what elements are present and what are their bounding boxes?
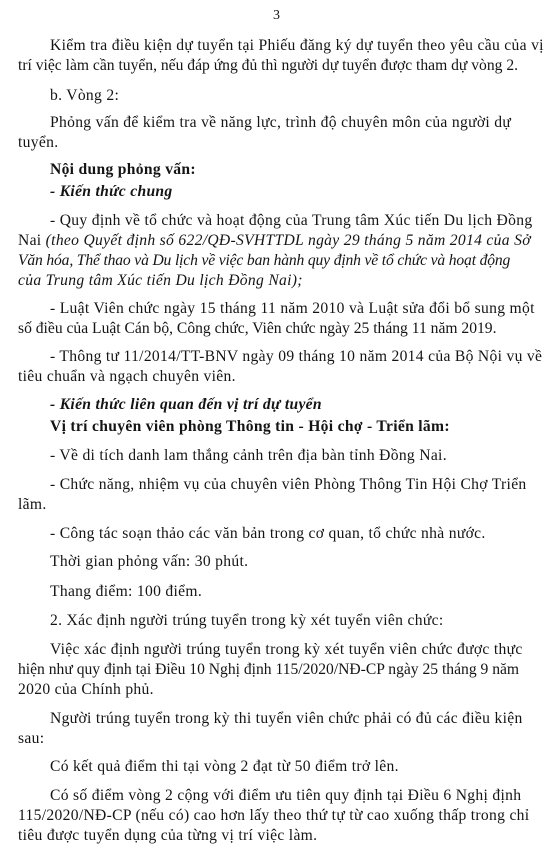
paragraph-line (18, 231, 531, 251)
paragraph-line: 115/2020/NĐ-CP (nếu có) cao hơn lấy theo thứ tự từ cao xuống thấp trong chỉ (18, 807, 530, 824)
list-item-continuation: lãm. (18, 495, 47, 513)
paragraph-line: Việc xác định người trúng tuyển trong kỳ xét tuyển viên chức được thực (50, 641, 523, 658)
italic-line: của Trung tâm Xúc tiến Du lịch Đồng Nai); (18, 271, 303, 289)
paragraph-line: 2020 của Chính phủ. (18, 681, 154, 698)
paragraph-line: - Quy định về tổ chức và hoạt động của Trung tâm Xúc tiến Du lịch Đồng (50, 211, 533, 229)
text-span: Nai (18, 231, 42, 249)
paragraph-line: sau: (18, 729, 45, 747)
section-heading: b. Vòng 2: (50, 86, 120, 104)
italic-note: (theo Quyết định số 622/QĐ-SVHTTDL ngày 29 tháng 5 năm 2014 của Sở (45, 231, 531, 249)
paragraph-line: Phỏng vấn để kiểm tra về năng lực, trình độ chuyên môn của người dự (50, 113, 512, 131)
section-heading: 2. Xác định người trúng tuyển trong kỳ xét tuyển viên chức: (50, 612, 444, 630)
paragraph-line: số điều của Luật Cán bộ, Công chức, Viên chức ngày 25 tháng 11 năm 2019. (18, 320, 497, 338)
list-item: - Chức năng, nhiệm vụ của chuyên viên Phòng Thông Tin Hội Chợ Triển (50, 475, 527, 493)
paragraph-line: Kiểm tra điều kiện dự tuyển tại Phiếu đăng ký dự tuyển theo yêu cầu của vị (50, 37, 544, 54)
paragraph-line: Có kết quả điểm thi tại vòng 2 đạt từ 50 điểm trở lên. (50, 758, 399, 776)
score-scale: Thang điểm: 100 điểm. (50, 582, 203, 600)
position-title: Vị trí chuyên viên phòng Thông tin - Hội chợ - Triển lãm: (50, 417, 450, 435)
paragraph-line: trí việc làm cần tuyển, nếu đáp ứng đủ thì người dự tuyển được tham dự vòng 2. (18, 57, 519, 74)
page-number: 3 (273, 8, 281, 23)
interview-duration: Thời gian phỏng vấn: 30 phút. (50, 553, 249, 571)
paragraph-line: tiêu chuẩn và ngạch chuyên viên. (18, 368, 236, 386)
paragraph-line: Có số điểm vòng 2 cộng với điểm ưu tiên quy định tại Điều 6 Nghị định (50, 787, 522, 804)
paragraph-line: Người trúng tuyển trong kỳ thi tuyển viên chức phải có đủ các điều kiện (50, 709, 523, 727)
interview-content-heading: Nội dung phỏng vấn: (50, 161, 196, 179)
position-knowledge-heading: - Kiến thức liên quan đến vị trí dự tuyển (50, 395, 322, 413)
paragraph-line: hiện như quy định tại Điều 10 Nghị định 115/2020/NĐ-CP ngày 25 tháng 9 năm (18, 661, 520, 678)
list-item: - Về di tích danh lam thắng cảnh trên địa bàn tỉnh Đồng Nai. (50, 447, 447, 465)
paragraph-line: - Luật Viên chức ngày 15 tháng 11 năm 2010 và Luật sửa đổi bổ sung một (50, 300, 535, 318)
italic-line: Văn hóa, Thể thao và Du lịch về việc ban hành quy định về tổ chức và hoạt động (18, 251, 511, 269)
paragraph-line: - Thông tư 11/2014/TT-BNV ngày 09 tháng 10 năm 2014 của Bộ Nội vụ về (50, 348, 543, 366)
paragraph-line: tiêu được tuyển dụng của từng vị trí việc làm. (18, 827, 318, 844)
general-knowledge-heading: - Kiến thức chung (50, 183, 173, 200)
list-item: - Công tác soạn thảo các văn bản trong cơ quan, tổ chức nhà nước. (50, 524, 486, 542)
paragraph-line: tuyển. (18, 133, 59, 151)
